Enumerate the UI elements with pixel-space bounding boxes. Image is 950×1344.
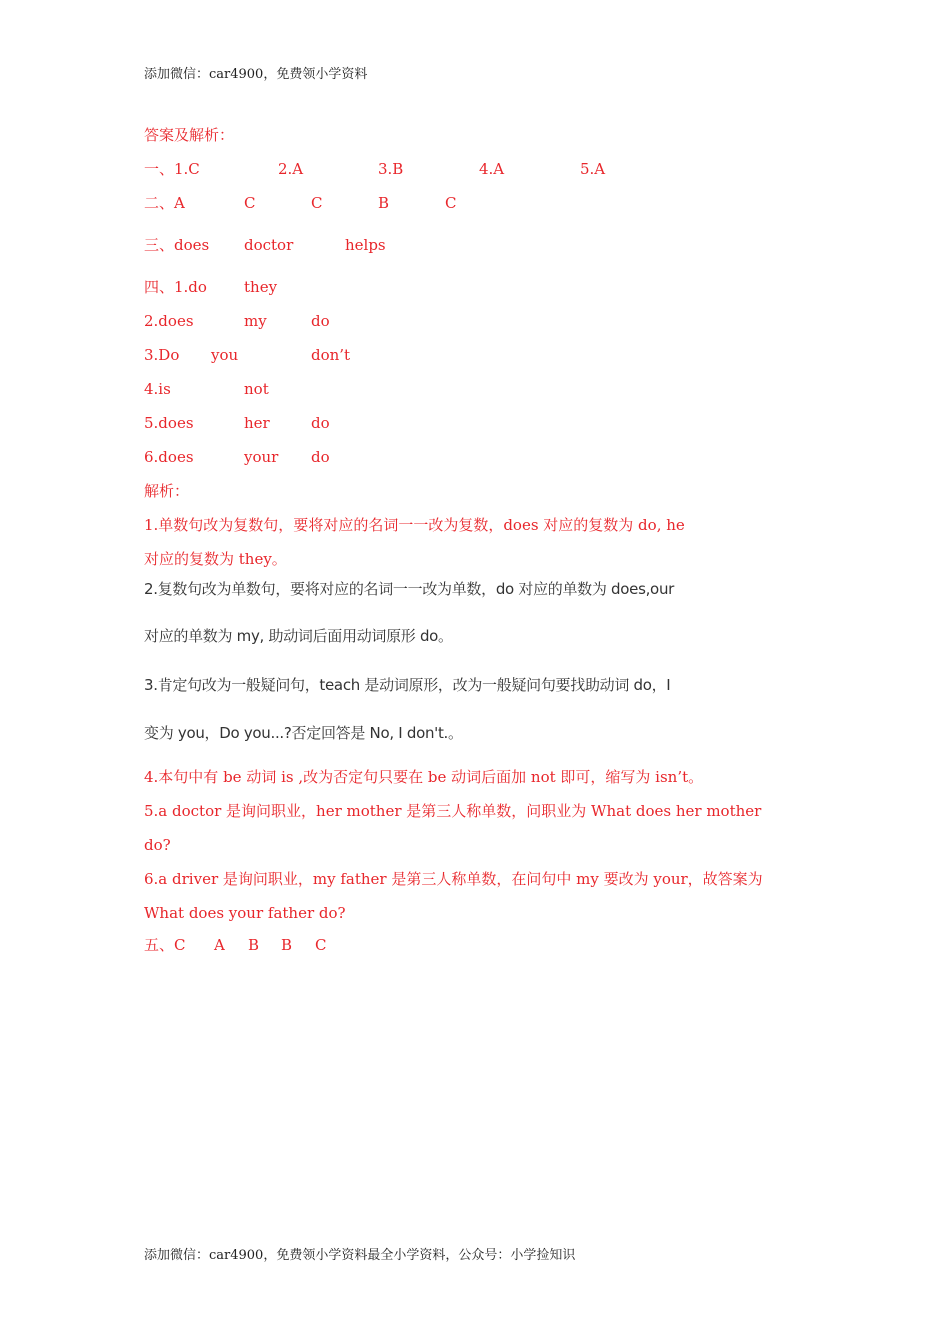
part5-answer: 五、C bbox=[144, 936, 186, 954]
part5-answer: A bbox=[214, 936, 225, 954]
explanation-5-line: 5.a doctor 是询问职业，her mother 是第三人称单数，问职业为 What does her mother bbox=[144, 802, 762, 820]
part4-answer: you bbox=[211, 346, 239, 364]
part2-answer: C bbox=[445, 194, 457, 212]
explanation-4-line: 4.本句中有 be 动词 is ,改为否定句只要在 be 动词后面加 not 即可，缩写为 isn’t。 bbox=[144, 768, 704, 786]
explanation-2-line: 2.复数句改为单数句，要将对应的名词一一改为单数，do 对应的单数为 does,our bbox=[144, 580, 675, 598]
analysis-title: 解析： bbox=[144, 482, 190, 500]
part5-answer: C bbox=[315, 936, 327, 954]
part1-answer: 4.A bbox=[479, 160, 505, 178]
part4-answer: 4.is bbox=[144, 380, 171, 398]
part1-answer: 5.A bbox=[580, 160, 606, 178]
part4-answer: her bbox=[244, 414, 270, 432]
part4-answer: don’t bbox=[311, 346, 351, 364]
part2-answer: C bbox=[244, 194, 256, 212]
explanation-1-line: 1.单数句改为复数句，要将对应的名词一一改为复数，does 对应的复数为 do, he bbox=[144, 516, 685, 534]
part1-answer: 2.A bbox=[278, 160, 304, 178]
part4-answer: 6.does bbox=[144, 448, 194, 466]
explanation-3-line: 3.肯定句改为一般疑问句，teach 是动词原形，改为一般疑问句要找助动词 do，I bbox=[144, 676, 671, 694]
part4-answer: they bbox=[244, 278, 278, 296]
part4-answer: do bbox=[311, 312, 330, 330]
explanation-3-line: 变为 you，Do you...?否定回答是 No, I don't.。 bbox=[144, 724, 463, 742]
part4-answer: do bbox=[311, 414, 330, 432]
explanation-6-line: 6.a driver 是询问职业，my father 是第三人称单数，在问句中 my 要改为 your，故答案为 bbox=[144, 870, 763, 888]
part4-answer: my bbox=[244, 312, 267, 330]
part4-answer: not bbox=[244, 380, 269, 398]
part4-answer: 2.does bbox=[144, 312, 194, 330]
part1-answer: 一、1.C bbox=[144, 160, 200, 178]
part4-answer: 5.does bbox=[144, 414, 194, 432]
part4-answer: do bbox=[311, 448, 330, 466]
part2-answer: B bbox=[378, 194, 390, 212]
explanation-5-line: do? bbox=[144, 836, 171, 854]
answers-title: 答案及解析： bbox=[144, 126, 235, 144]
page-header: 添加微信：car4900，免费领小学资料 bbox=[144, 67, 368, 82]
page-footer: 添加微信：car4900，免费领小学资料最全小学资料，公众号：小学捡知识 bbox=[144, 1248, 576, 1263]
part2-answer: 二、A bbox=[144, 194, 185, 212]
part5-answer: B bbox=[281, 936, 293, 954]
part1-answer: 3.B bbox=[378, 160, 404, 178]
part2-answer: C bbox=[311, 194, 323, 212]
part4-answer: your bbox=[244, 448, 279, 466]
explanation-2-line: 对应的单数为 my, 助动词后面用动词原形 do。 bbox=[144, 627, 453, 645]
part5-answer: B bbox=[248, 936, 260, 954]
part3-answer: helps bbox=[345, 236, 386, 254]
explanation-6-line: What does your father do? bbox=[144, 904, 346, 922]
part4-answer: 3.Do bbox=[144, 346, 180, 364]
explanation-1-line: 对应的复数为 they。 bbox=[144, 550, 287, 568]
part4-answer: 四、1.do bbox=[144, 278, 207, 296]
part3-answer: doctor bbox=[244, 236, 294, 254]
part3-answer: 三、does bbox=[144, 236, 210, 254]
